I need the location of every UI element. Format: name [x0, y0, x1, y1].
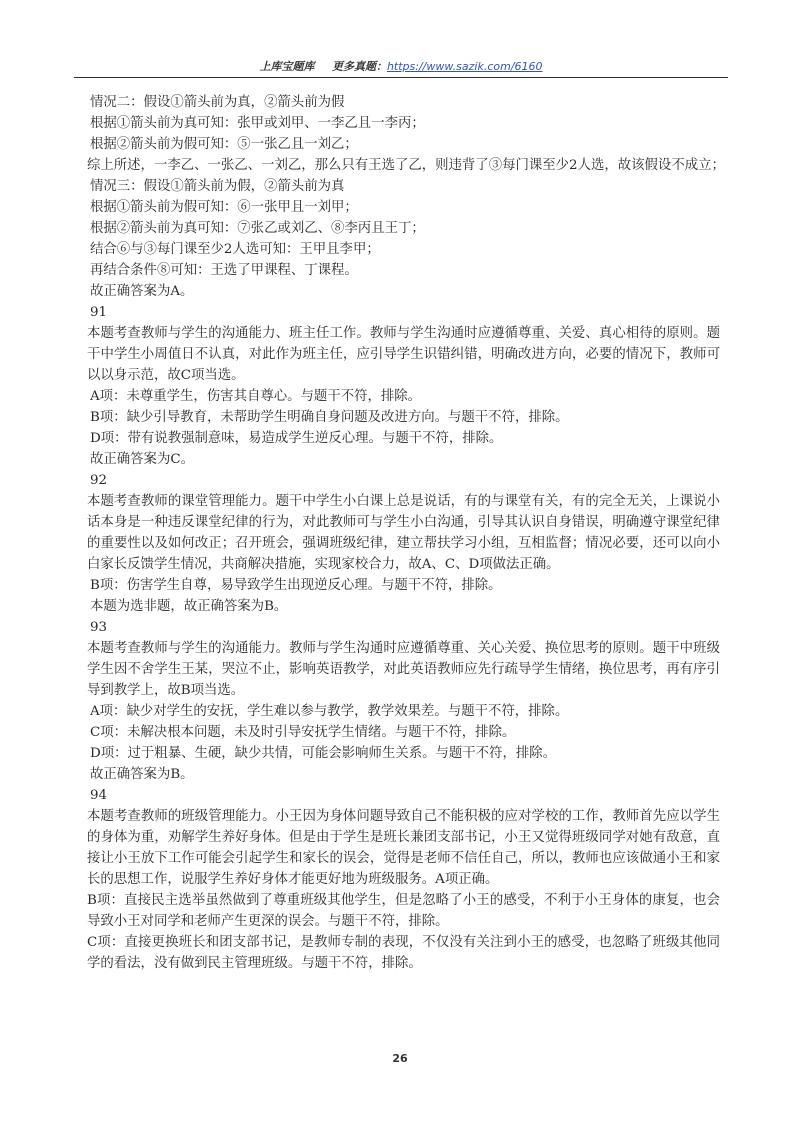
page-number: 26	[392, 1052, 408, 1065]
text-line: 根据①箭头前为假可知：⑥一张甲且一刘甲；	[90, 200, 358, 215]
option-explanation: D项：过于粗暴、生硬，缺少共情，可能会影响师生关系。与题干不符，排除。	[90, 746, 557, 761]
text-line: 故正确答案为A。	[90, 284, 194, 299]
header-brand: 上库宝题库	[259, 60, 315, 73]
question-number: 92	[90, 473, 108, 488]
option-explanation: B项：直接民主选举虽然做到了尊重班级其他学生，但是忽略了小王的感受，不利于小王身体的康复，也会导致小王对同学和老师产生更深的误会。与题干不符，排除。	[87, 893, 720, 929]
question-number: 93	[90, 620, 108, 635]
text-line: 根据②箭头前为假可知：⑤一张乙且一刘乙；	[90, 137, 358, 152]
explanation-paragraph: 本题考查教师的课堂管理能力。题干中学生小白课上总是说话，有的与课堂有关，有的完全无关，上课说小话本身是一种违反课堂纪律的行为，对此教师可与学生小白沟通，引导其认识自身错误，明确遵守课堂纪律的重要性以及如何改正；召开班会，强调班级纪律，建立帮扶学习小组，互相监督；情况必要，还可以向小白家长反馈学生情况，共商解决措施，实现家校合力，故A、C、D项做法正确。	[87, 494, 720, 572]
answer-line: 故正确答案为B。	[90, 767, 194, 782]
text-line: 情况二：假设①箭头前为真，②箭头前为假	[90, 95, 345, 110]
text-line: 情况三：假设①箭头前为假，②箭头前为真	[90, 179, 345, 194]
option-explanation: C项：未解决根本问题，未及时引导安抚学生情绪。与题干不符，排除。	[90, 725, 516, 740]
text-line: 再结合条件⑧可知：王选了甲课程、丁课程。	[90, 263, 358, 278]
answer-line: 本题为选非题，故正确答案为B。	[90, 599, 288, 614]
text-line: 根据②箭头前为真可知：⑦张乙或刘乙、⑧李丙且王丁；	[90, 221, 425, 236]
page-content	[87, 92, 725, 974]
explanation-paragraph: 本题考查教师与学生的沟通能力。教师与学生沟通时应遵循尊重、关心关爱、换位思考的原则。题干中班级学生因不舍学生王某，哭泣不止，影响英语教学，对此英语教师应先行疏导学生情绪，换位思考，再有序引导到教学上，故B项当选。	[87, 641, 720, 698]
option-explanation: B项：缺少引导教育，未帮助学生明确自身问题及改进方向。与题干不符，排除。	[90, 410, 569, 425]
text-line: 根据①箭头前为真可知：张甲或刘甲、一李乙且一李丙；	[90, 116, 425, 131]
text-line: 综上所述，一李乙、一张乙、一刘乙，那么只有王选了乙，则违背了③每门课至少2人选，故该假设不成立；	[87, 158, 725, 173]
option-explanation: B项：伤害学生自尊，易导致学生出现逆反心理。与题干不符，排除。	[90, 578, 502, 593]
option-explanation: A项：未尊重学生，伤害其自尊心。与题干不符，排除。	[90, 389, 422, 404]
option-explanation: A项：缺少对学生的安抚，学生难以参与教学，教学效果差。与题干不符，排除。	[90, 704, 569, 719]
header-divider	[74, 77, 728, 78]
header-label: 更多真题：	[331, 60, 387, 73]
header-link[interactable]: https://www.sazik.com/6160	[386, 60, 543, 73]
option-explanation: C项：直接更换班长和团支部书记，是教师专制的表现，不仅没有关注到小王的感受，也忽略了班级其他同学的看法，没有做到民主管理班级。与题干不符，排除。	[87, 935, 720, 971]
page-header	[74, 58, 728, 78]
question-number: 91	[90, 305, 108, 320]
explanation-paragraph: 本题考查教师的班级管理能力。小王因为身体问题导致自己不能积极的应对学校的工作，教师首先应以学生的身体为重，劝解学生养好身体。但是由于学生是班长兼团支部书记，小王又觉得班级同学对她有敌意，直接让小王放下工作可能会引起学生和家长的误会，觉得是老师不信任自己，所以，教师也应该做通小王和家长的思想工作，说服学生养好身体才能更好地为班级服务。A项正确。	[87, 809, 720, 887]
text-line: 结合⑥与③每门课至少2人选可知：王甲且李甲；	[90, 242, 380, 257]
answer-line: 故正确答案为C。	[90, 452, 194, 467]
explanation-paragraph: 本题考查教师与学生的沟通能力、班主任工作。教师与学生沟通时应遵循尊重、关爱、真心相待的原则。题干中学生小周值日不认真，对此作为班主任，应引导学生识错纠错，明确改进方向，必要的情况下，教师可以以身示范，故C项当选。	[87, 326, 720, 383]
option-explanation: D项：带有说教强制意味，易造成学生逆反心理。与题干不符，排除。	[90, 431, 503, 446]
question-number: 94	[90, 788, 108, 803]
